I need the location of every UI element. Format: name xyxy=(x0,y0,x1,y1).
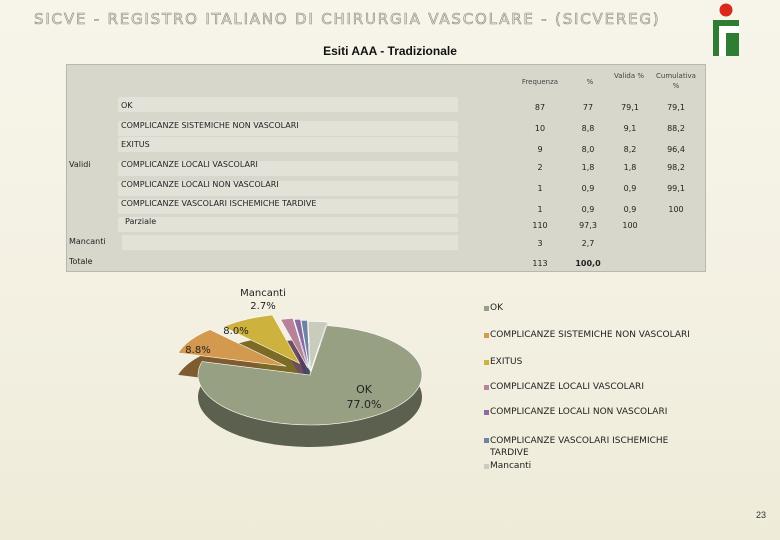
legend-swatch xyxy=(484,306,489,311)
row-valid: 100 xyxy=(622,221,638,230)
row-cum: 98,2 xyxy=(667,163,685,172)
page-number: 23 xyxy=(755,510,766,520)
row-pct: 77 xyxy=(582,103,594,112)
row-pct: 0,9 xyxy=(581,184,595,193)
legend-swatch xyxy=(484,410,489,415)
row-cum: 79,1 xyxy=(667,103,685,112)
legend-item: COMPLICANZE LOCALI VASCOLARI xyxy=(490,382,644,392)
data-label-mancanti-name: Mancanti xyxy=(240,288,286,299)
row-label: COMPLICANZE SISTEMICHE NON VASCOLARI xyxy=(121,121,299,130)
row-freq: 87 xyxy=(534,103,546,112)
legend-item: COMPLICANZE LOCALI NON VASCOLARI xyxy=(490,407,668,417)
row-freq: 113 xyxy=(532,259,548,268)
row-label: COMPLICANZE LOCALI NON VASCOLARI xyxy=(121,180,279,189)
row-freq: 10 xyxy=(534,124,546,133)
legend-swatch xyxy=(484,464,489,469)
row-pct: 1,8 xyxy=(581,163,595,172)
row-freq: 110 xyxy=(532,221,548,230)
row-cum: 100 xyxy=(668,205,684,214)
row-cum: 99,1 xyxy=(667,184,685,193)
row-cum: 88,2 xyxy=(667,124,685,133)
legend-swatch xyxy=(484,438,489,443)
row-pct: 8,0 xyxy=(581,145,595,154)
row-valid: 8,2 xyxy=(623,145,637,154)
col-header-pct: % xyxy=(586,78,594,86)
legend-item: OK xyxy=(490,303,503,313)
row-valid: 1,8 xyxy=(623,163,637,172)
legend-item: EXITUS xyxy=(490,357,523,367)
row-label: COMPLICANZE LOCALI VASCOLARI xyxy=(121,160,258,169)
row-label: COMPLICANZE VASCOLARI ISCHEMICHE TARDIVE xyxy=(121,199,317,208)
row-valid: 9,1 xyxy=(623,124,637,133)
row-pct: 8,8 xyxy=(581,124,595,133)
legend-item: COMPLICANZE VASCOLARI ISCHEMICHE TARDIVE xyxy=(490,436,669,458)
row-pct: 97,3 xyxy=(579,221,597,230)
row-valid: 79,1 xyxy=(621,103,639,112)
legend-item: Mancanti xyxy=(490,461,532,471)
header-title: SICVE - REGISTRO ITALIANO DI CHIRURGIA VASCOLARE - (SICVEREG) xyxy=(34,10,661,28)
row-label-parziale: Parziale xyxy=(125,217,157,226)
row-pct: 0,9 xyxy=(581,205,595,214)
data-label-exitus: 8.0% xyxy=(223,326,249,337)
row-label-mancanti: Mancanti xyxy=(69,237,106,246)
pie-chart xyxy=(150,280,450,530)
row-valid: 0,9 xyxy=(623,205,637,214)
data-label-ok-pct: 77.0% xyxy=(346,398,382,411)
row-freq: 1 xyxy=(537,184,543,193)
data-label-mancanti-pct: 2.7% xyxy=(250,301,276,312)
page-title: Esiti AAA - Tradizionale xyxy=(323,44,457,58)
row-cum: 96,4 xyxy=(667,145,685,154)
row-label: EXITUS xyxy=(121,140,150,149)
group-label-validi: Validi xyxy=(69,160,91,169)
row-freq: 1 xyxy=(537,205,543,214)
col-header-frequenza: Frequenza xyxy=(521,78,559,86)
col-header-valida: Valida % xyxy=(613,72,645,80)
legend-swatch xyxy=(484,385,489,390)
row-freq: 3 xyxy=(537,239,543,248)
data-label-ok-name: OK xyxy=(356,383,372,396)
row-pct: 100,0 xyxy=(575,259,601,268)
legend-swatch xyxy=(484,333,489,338)
row-pct: 2,7 xyxy=(581,239,595,248)
row-label: OK xyxy=(121,101,133,110)
frequency-table xyxy=(66,64,706,272)
legend-swatch xyxy=(484,360,489,365)
row-valid: 0,9 xyxy=(623,184,637,193)
row-freq: 2 xyxy=(537,163,543,172)
row-freq: 9 xyxy=(537,145,543,154)
legend-item: COMPLICANZE SISTEMICHE NON VASCOLARI xyxy=(490,330,690,340)
col-header-cumulativa: Cumulativa % xyxy=(656,72,696,90)
row-label-totale: Totale xyxy=(69,257,93,266)
data-label-sistemiche: 8.8% xyxy=(185,345,211,356)
